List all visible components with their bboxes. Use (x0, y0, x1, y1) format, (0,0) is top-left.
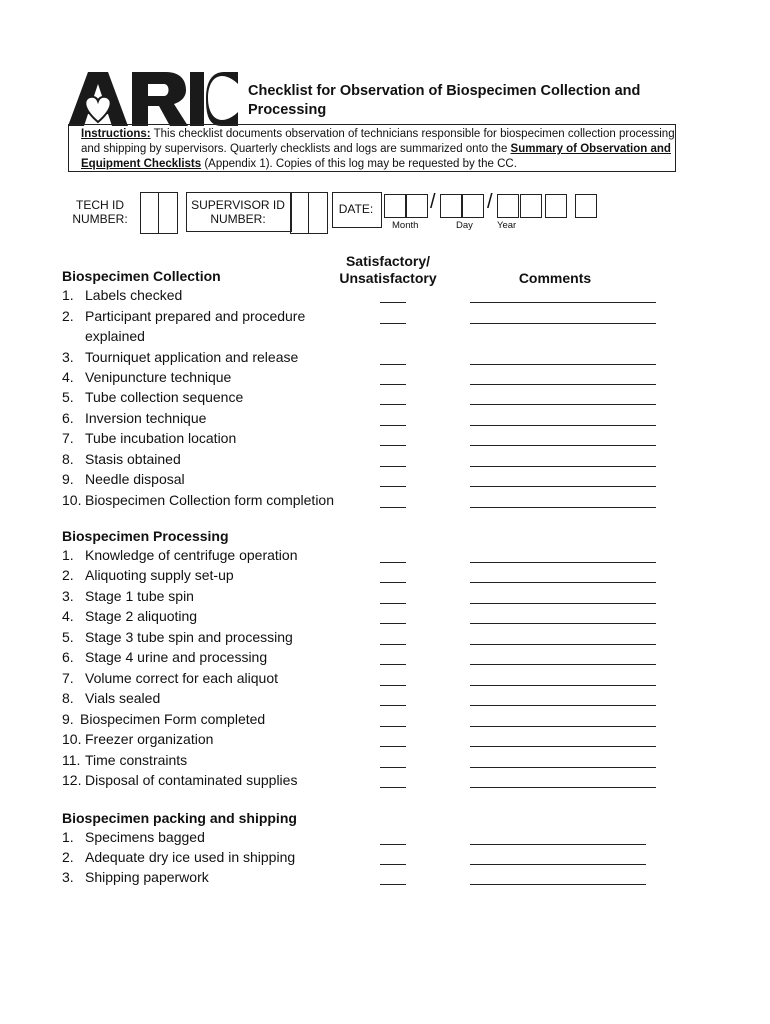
checklist-item (62, 750, 187, 770)
comment-blank[interactable] (470, 384, 656, 385)
status-blank[interactable] (380, 302, 406, 303)
year-caption: Year (497, 220, 517, 231)
section-title: Biospecimen Collection (62, 268, 221, 284)
checklist-item (62, 428, 236, 448)
checklist-item (62, 647, 267, 667)
item-label: Biospecimen Form completed (80, 711, 266, 727)
day-box-2[interactable] (462, 194, 484, 218)
status-blank[interactable] (380, 767, 406, 768)
summary-reference: Summary of Observation and Equipment Checklists (81, 143, 671, 170)
comment-blank[interactable] (470, 746, 656, 747)
checklist-item (62, 709, 265, 729)
comment-blank[interactable] (470, 864, 646, 865)
aric-logo (66, 70, 238, 126)
item-number: 2. (62, 849, 74, 865)
item-number: 6. (62, 649, 74, 665)
status-blank[interactable] (380, 623, 406, 624)
item-label: Time constraints (85, 752, 188, 768)
comment-blank[interactable] (470, 603, 656, 604)
item-label: Stage 3 tube spin and processing (85, 629, 293, 645)
section-title: Biospecimen Processing (62, 528, 229, 544)
day-caption: Day (456, 220, 473, 231)
comments-column-header: Comments (518, 270, 592, 286)
year-box-2[interactable] (520, 194, 542, 218)
item-label: Labels checked (85, 287, 183, 303)
item-label: Shipping paperwork (85, 869, 209, 885)
instructions-label: Instructions: (81, 128, 151, 140)
item-label: Freezer organization (85, 731, 214, 747)
status-blank[interactable] (380, 445, 406, 446)
status-blank[interactable] (380, 562, 406, 563)
date-label: DATE: (338, 202, 374, 216)
item-number: 10. (62, 492, 82, 508)
comment-blank[interactable] (470, 302, 656, 303)
item-number: 5. (62, 389, 74, 405)
status-blank[interactable] (380, 844, 406, 845)
status-blank[interactable] (380, 603, 406, 604)
month-caption: Month (392, 220, 419, 231)
comment-blank[interactable] (470, 767, 656, 768)
status-blank[interactable] (380, 787, 406, 788)
checklist-item (62, 490, 334, 510)
item-label: Vials sealed (85, 690, 161, 706)
tech-id-boxes[interactable] (140, 192, 178, 234)
day-box-1[interactable] (440, 194, 462, 218)
comment-blank[interactable] (470, 404, 656, 405)
comment-blank[interactable] (470, 445, 656, 446)
status-blank[interactable] (380, 644, 406, 645)
month-box-1[interactable] (384, 194, 406, 218)
status-blank[interactable] (380, 466, 406, 467)
status-blank[interactable] (380, 425, 406, 426)
section-title: Biospecimen packing and shipping (62, 810, 297, 826)
date-slash-2: / (487, 191, 493, 213)
checklist-item (62, 469, 185, 489)
status-column-header: Satisfactory/ Unsatisfactory (339, 253, 437, 286)
checklist-item (62, 827, 205, 847)
checklist-item (62, 565, 234, 585)
item-label: Participant prepared and procedure (85, 308, 306, 324)
instructions-text-2: (Appendix 1). Copies of this log may be requested by the CC. (201, 158, 517, 170)
item-label: Volume correct for each aliquot (85, 670, 278, 686)
year-box-3[interactable] (545, 194, 567, 218)
item-number: 2. (62, 567, 74, 583)
status-blank[interactable] (380, 404, 406, 405)
checklist-item (62, 847, 295, 867)
checklist-item (62, 586, 194, 606)
item-number: 6. (62, 410, 74, 426)
form-title: Checklist for Observation of Biospecimen Collection and Processing (248, 83, 641, 118)
checklist-item (62, 867, 209, 887)
comment-blank[interactable] (470, 562, 656, 563)
checklist-item (62, 770, 297, 790)
item-label: Biospecimen Collection form completion (85, 492, 334, 508)
item-label: Tube collection sequence (85, 389, 244, 405)
comment-blank[interactable] (470, 486, 656, 487)
item-number: 12. (62, 772, 82, 788)
item-number: 3. (62, 588, 74, 604)
checklist-item (62, 606, 197, 626)
checklist-item (62, 408, 206, 428)
checklist-item (62, 387, 243, 407)
comment-blank[interactable] (470, 685, 656, 686)
comment-blank[interactable] (470, 425, 656, 426)
item-label: Needle disposal (85, 471, 185, 487)
item-number: 1. (62, 547, 74, 563)
item-label: Stage 4 urine and processing (85, 649, 268, 665)
item-number: 5. (62, 629, 74, 645)
item-number: 10. (62, 731, 82, 747)
item-label: Aliquoting supply set-up (85, 567, 234, 583)
checklist-item (62, 449, 181, 469)
status-blank[interactable] (380, 664, 406, 665)
status-blank[interactable] (380, 685, 406, 686)
comment-blank[interactable] (470, 364, 656, 365)
comment-blank[interactable] (470, 323, 656, 324)
checklist-item (62, 347, 298, 367)
item-label: Specimens bagged (85, 829, 205, 845)
item-number: 9. (62, 711, 74, 727)
status-blank[interactable] (380, 884, 406, 885)
item-label-continued: explained (85, 328, 145, 344)
comment-blank[interactable] (470, 466, 656, 467)
comment-blank[interactable] (470, 884, 646, 885)
comment-blank[interactable] (470, 664, 656, 665)
item-label: Stage 2 aliquoting (85, 608, 198, 624)
checklist-item (62, 285, 182, 305)
status-blank[interactable] (380, 486, 406, 487)
checklist-item (62, 367, 231, 387)
comment-blank[interactable] (470, 787, 656, 788)
supervisor-id-label: SUPERVISOR ID NUMBER: (191, 198, 285, 226)
item-label: Adequate dry ice used in shipping (85, 849, 296, 865)
year-box-1[interactable] (497, 194, 519, 218)
item-number: 4. (62, 608, 74, 624)
item-number: 3. (62, 869, 74, 885)
status-blank[interactable] (380, 323, 406, 324)
item-number: 3. (62, 349, 74, 365)
comment-blank[interactable] (470, 844, 646, 845)
comment-blank[interactable] (470, 507, 656, 508)
item-label: Stasis obtained (85, 451, 181, 467)
item-number: 8. (62, 451, 74, 467)
item-number: 2. (62, 308, 74, 324)
item-number: 4. (62, 369, 74, 385)
supervisor-id-boxes[interactable] (290, 192, 328, 234)
year-box-4[interactable] (575, 194, 597, 218)
comment-blank[interactable] (470, 726, 656, 727)
item-label: Tourniquet application and release (85, 349, 299, 365)
month-box-2[interactable] (406, 194, 428, 218)
comment-blank[interactable] (470, 644, 656, 645)
status-blank[interactable] (380, 507, 406, 508)
item-number: 11. (62, 752, 81, 768)
checklist-item (62, 729, 213, 749)
item-label: Tube incubation location (85, 430, 237, 446)
item-number: 9. (62, 471, 74, 487)
instructions-text-1: This checklist documents observation of technicians responsible for biospecimen collection processing and shipping by supervisors. Quarterly checklists and logs are summarized onto the (81, 128, 675, 155)
status-blank[interactable] (380, 746, 406, 747)
checklist-item (62, 688, 160, 708)
instructions-box (68, 124, 676, 172)
item-label: Stage 1 tube spin (85, 588, 194, 604)
checklist-item (62, 306, 305, 326)
item-number: 7. (62, 430, 74, 446)
date-slash-1: / (430, 191, 436, 213)
item-number: 7. (62, 670, 74, 686)
item-label: Disposal of contaminated supplies (85, 772, 298, 788)
tech-id-label: TECH ID NUMBER: (72, 198, 128, 226)
item-label: Inversion technique (85, 410, 207, 426)
status-blank[interactable] (380, 364, 406, 365)
comment-blank[interactable] (470, 582, 656, 583)
item-number: 1. (62, 287, 74, 303)
status-blank[interactable] (380, 384, 406, 385)
item-label: Venipuncture technique (85, 369, 232, 385)
comment-blank[interactable] (470, 623, 656, 624)
status-blank[interactable] (380, 582, 406, 583)
status-blank[interactable] (380, 705, 406, 706)
item-number: 8. (62, 690, 74, 706)
status-blank[interactable] (380, 726, 406, 727)
comment-blank[interactable] (470, 705, 656, 706)
item-label: Knowledge of centrifuge operation (85, 547, 298, 563)
checklist-item (62, 627, 293, 647)
checklist-item (62, 668, 278, 688)
checklist-item (62, 545, 297, 565)
item-number: 1. (62, 829, 74, 845)
status-blank[interactable] (380, 864, 406, 865)
